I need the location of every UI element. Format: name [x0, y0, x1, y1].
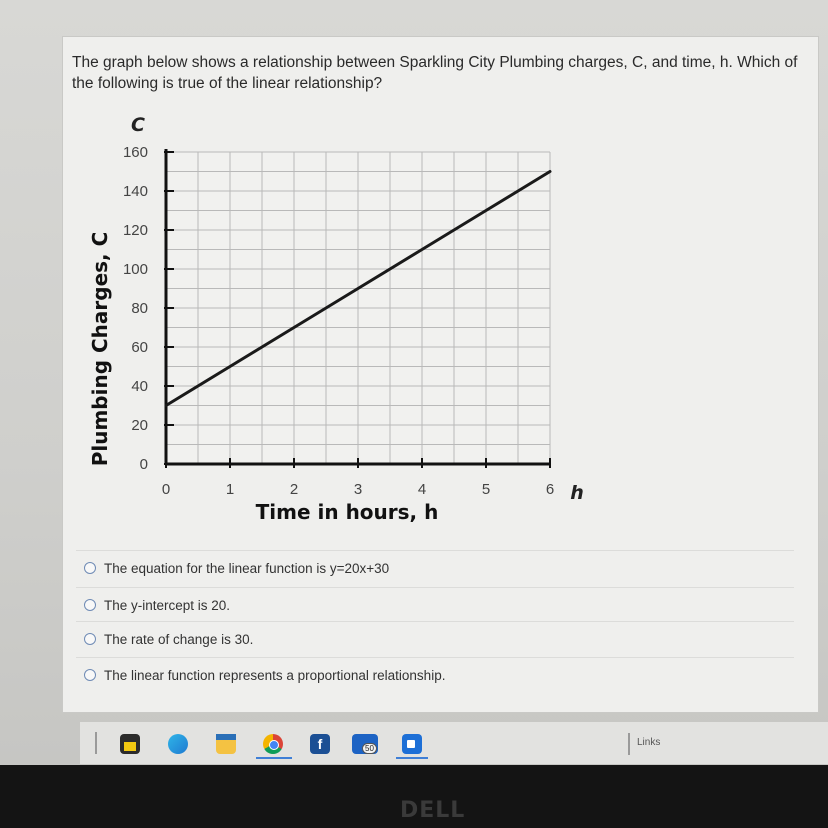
- x-tick-label: 0: [161, 481, 171, 498]
- taskbar-divider: [628, 733, 630, 755]
- taskbar: [80, 722, 828, 764]
- x-tick-label: 3: [353, 481, 363, 498]
- y-tick-label: 40: [131, 378, 148, 395]
- active-app-indicator: [256, 757, 292, 759]
- chart-grid: [166, 152, 550, 464]
- y-tick-label: 80: [131, 300, 148, 317]
- taskbar-divider: [95, 732, 97, 754]
- store-icon[interactable]: [120, 734, 140, 754]
- x-variable-label: h: [570, 482, 584, 504]
- x-tick-label: 4: [417, 481, 427, 498]
- y-tick-label: 120: [122, 222, 148, 239]
- x-tick-label: 2: [289, 481, 299, 498]
- x-tick-label: 6: [545, 481, 555, 498]
- x-tick-label: 1: [225, 481, 235, 498]
- answer-option-label: The y-intercept is 20.: [104, 597, 231, 613]
- y-variable-label: C: [131, 114, 145, 136]
- facebook-icon[interactable]: f: [310, 734, 330, 754]
- meet-icon[interactable]: [402, 734, 422, 754]
- question-text: The graph below shows a relationship between Sparkling City Plumbing charges, C, and time, h. Which of the following is true of the linear relationship?: [72, 54, 798, 92]
- active-app-indicator: [396, 757, 428, 759]
- y-tick-label: 140: [122, 183, 148, 200]
- y-tick-label: 0: [139, 456, 148, 473]
- y-axis-title: Plumbing Charges, C: [88, 231, 112, 467]
- y-tick-label: 60: [131, 339, 148, 356]
- mail-badge: 50: [362, 743, 377, 754]
- links-toolbar-label[interactable]: Links: [637, 737, 661, 748]
- y-tick-label: 100: [122, 261, 148, 278]
- file-explorer-icon[interactable]: [216, 734, 236, 754]
- answer-option-4[interactable]: [76, 657, 794, 692]
- y-tick-label: 20: [131, 417, 148, 434]
- answer-option-1[interactable]: [76, 550, 794, 585]
- radio-button-icon[interactable]: [84, 633, 96, 645]
- mail-icon[interactable]: [352, 734, 378, 754]
- answer-option-label: The rate of change is 30.: [104, 631, 254, 647]
- y-tick-label: 160: [122, 144, 148, 161]
- answer-option-label: The linear function represents a proportional relationship.: [104, 667, 446, 683]
- edge-icon[interactable]: [168, 734, 188, 754]
- brand-logo: DELL: [400, 798, 466, 823]
- radio-button-icon[interactable]: [84, 562, 96, 574]
- answer-option-3[interactable]: [76, 621, 794, 656]
- answer-option-label: The equation for the linear function is y=20x+30: [104, 560, 390, 576]
- x-tick-label: 5: [481, 481, 491, 498]
- x-axis-title: Time in hours, h: [255, 500, 439, 524]
- chrome-icon[interactable]: [263, 734, 283, 754]
- radio-button-icon[interactable]: [84, 669, 96, 681]
- line-chart: [80, 105, 600, 525]
- radio-button-icon[interactable]: [84, 599, 96, 611]
- answer-option-2[interactable]: [76, 587, 794, 622]
